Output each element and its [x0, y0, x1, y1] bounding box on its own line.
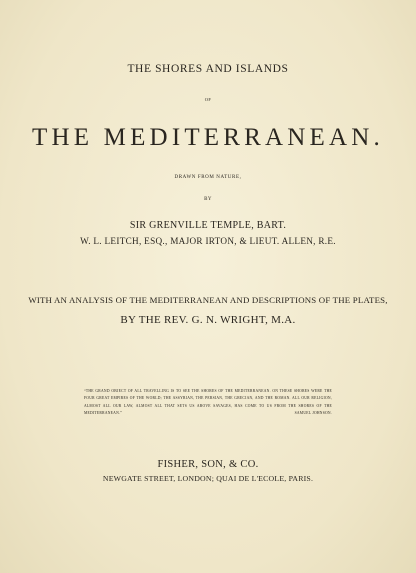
publisher-address: NEWGATE STREET, LONDON; QUAI DE L'ECOLE, PARIS. — [102, 474, 314, 483]
drawn-from-nature: DRAWN FROM NATURE, — [174, 175, 242, 180]
epigraph-text: “THE GRAND OBJECT OF ALL TRAVELLING IS TO SEE THE SHORES OF THE MEDITERRANEAN. ON THESE SHORES WERE THE FOUR GREAT EMPIRES OF THE WORLD; THE ASSYRIAN, THE PERSIAN, THE GRECIAN, AND THE ROMAN. ALL OUR RELIGION, ALMOST ALL OUR LAW, ALMOST ALL THAT SETS US ABOVE SAVAGES, HAS COME TO US FROM THE SHORES OF THE MEDITERRANEAN.” — [84, 389, 332, 415]
artist-secondary: W. L. LEITCH, ESQ., MAJOR IRTON, & LIEUT. ALLEN, R.E. — [80, 236, 336, 246]
author-line: BY THE REV. G. N. WRIGHT, M.A. — [120, 314, 296, 326]
by-line: BY — [204, 197, 212, 202]
title-line-1: THE SHORES AND ISLANDS — [127, 63, 289, 75]
title-of: OF — [204, 97, 212, 102]
epigraph-attribution: SAMUEL JOHNSON. — [294, 410, 332, 415]
analysis-line: WITH AN ANALYSIS OF THE MEDITERRANEAN AND DESCRIPTIONS OF THE PLATES, — [28, 295, 388, 305]
publisher-name: FISHER, SON, & CO. — [157, 459, 259, 470]
artist-primary: SIR GRENVILLE TEMPLE, BART. — [129, 220, 287, 231]
main-title: THE MEDITERRANEAN. — [32, 124, 384, 151]
epigraph-quote — [84, 388, 332, 417]
